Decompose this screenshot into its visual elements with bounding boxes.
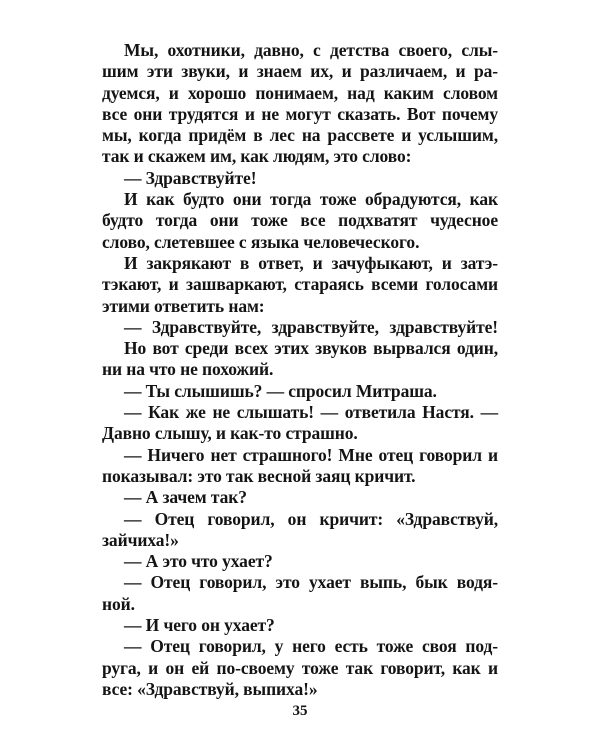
text-line: все: «Здравствуй, выпиха!» — [102, 678, 318, 699]
text-line: слово, слетевшее с языка человеческого. — [102, 231, 420, 252]
text-line: — И чего он ухает? — [124, 615, 275, 636]
text-line: ной. — [102, 593, 135, 614]
text-line: — Отец говорил, у него есть тоже своя под- — [124, 636, 498, 657]
text-line: все они трудятся и не могут сказать. Вот почему — [102, 103, 498, 124]
text-line: — Ты слышишь? — спросил Митраша. — [124, 380, 437, 401]
text-line: тэкают, и зашваркают, стараясь всеми голосами — [102, 274, 498, 295]
text-line: — Здравствуйте, здравствуйте, здравствуйте! — [124, 316, 498, 337]
text-line: — А зачем так? — [124, 487, 247, 508]
text-line: — Как же не слышать! — ответила Настя. — — [124, 402, 498, 423]
text-line: руга, и он ей по-своему тоже так говорит, как и — [102, 657, 498, 678]
text-line: Но вот среди всех этих звуков вырвался один, — [124, 338, 498, 359]
text-line: мы, когда придём в лес на рассвете и услышим, — [102, 125, 498, 146]
text-line: — Отец говорил, он кричит: «Здравствуй, — [124, 508, 498, 529]
page-number: 35 — [292, 703, 308, 719]
text-line: — А это что ухает? — [124, 551, 273, 572]
text-line: — Ничего нет страшного! Мне отец говорил и — [124, 444, 498, 465]
text-line: показывал: это так весной заяц кричит. — [102, 465, 416, 486]
text-line: ни на что не похожий. — [102, 359, 274, 380]
text-line: шим эти звуки, и знаем их, и различаем, и ра- — [102, 61, 498, 82]
text-line: И как будто они тогда тоже обрадуются, как — [124, 189, 498, 210]
text-line: — Отец говорил, это ухает выпь, бык водя- — [124, 572, 498, 593]
text-line: так и скажем им, как людям, это слово: — [102, 146, 412, 167]
text-line: Давно слышу, и как-то страшно. — [102, 423, 358, 444]
text-line: будто тогда они тоже все подхватят чудесное — [102, 210, 498, 231]
text-line: И закрякают в ответ, и зачуфыкают, и затэ- — [124, 252, 498, 273]
body-text — [102, 40, 498, 700]
text-line: — Здравствуйте! — [124, 167, 257, 188]
text-line: дуемся, и хорошо понимаем, над каким словом — [102, 82, 498, 103]
text-line: Мы, охотники, давно, с детства своего, слы- — [124, 40, 498, 60]
text-line: этими ответить нам: — [102, 295, 265, 316]
text-line: зайчиха!» — [102, 529, 179, 550]
